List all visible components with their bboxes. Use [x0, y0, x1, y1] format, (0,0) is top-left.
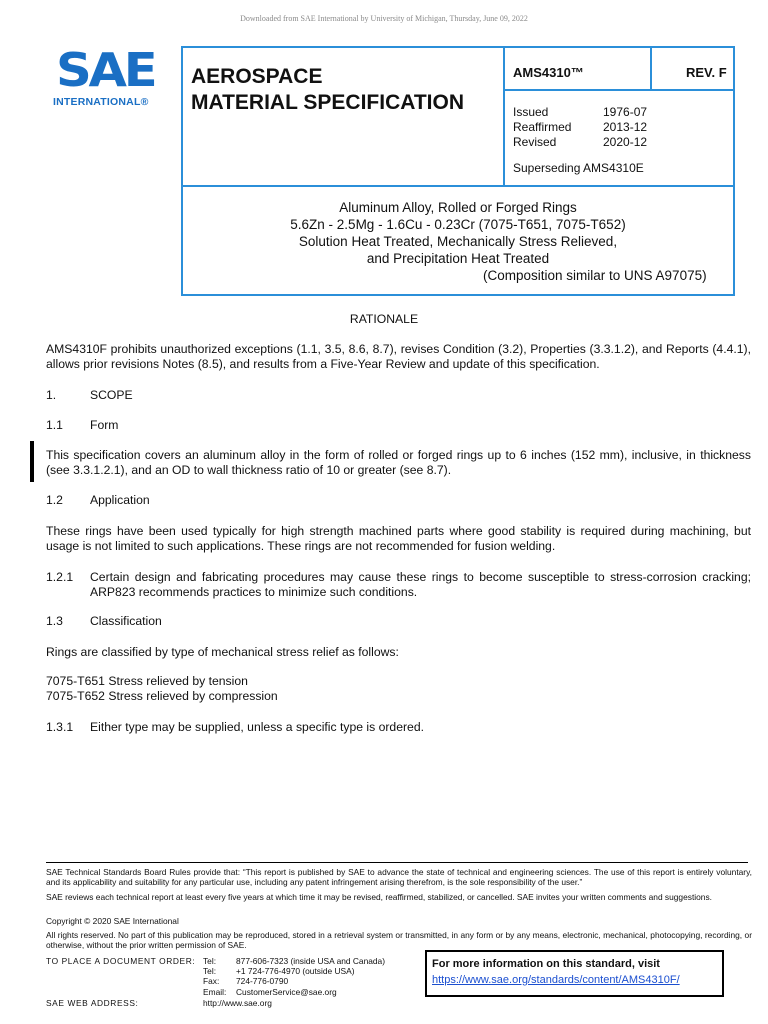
contact-value: 724-776-0790 — [236, 976, 289, 987]
section-number: 1.3.1 — [46, 720, 74, 734]
contact-key: Email: — [203, 986, 227, 997]
contact-key: Fax: — [203, 976, 220, 987]
date-row-reaffirmed — [513, 120, 733, 135]
footer-copyright: Copyright © 2020 SAE International — [46, 916, 179, 926]
date-label: Issued — [513, 105, 549, 119]
document-title — [183, 48, 505, 186]
title-line-2: MATERIAL SPECIFICATION — [191, 91, 464, 114]
section-1-2-heading — [46, 493, 150, 508]
footer-rules-text: SAE Technical Standards Board Rules provide that: “This report is published by SAE to advance the state of technical and engineering sciences. The use of this report is entirely voluntary, and its applicability and suitability for any particular use, including any patent infringement arising therefrom, is the sole responsibility of the user.” — [46, 867, 752, 887]
date-value: 1976-07 — [603, 105, 648, 119]
sae-logo — [50, 43, 158, 112]
section-title: SCOPE — [90, 388, 133, 402]
contact-row — [203, 976, 385, 986]
date-value: 2020-12 — [603, 135, 648, 149]
section-text: Either type may be supplied, unless a specific type is ordered. — [90, 720, 424, 734]
order-contacts — [203, 956, 385, 997]
contact-row — [203, 956, 385, 966]
section-title: Application — [90, 493, 150, 507]
subject-line: Aluminum Alloy, Rolled or Forged Rings — [339, 200, 577, 215]
section-text: Certain design and fabricating procedures may cause these rings to become susceptible to stress-corrosion cracking; ARP823 recommends practices to minimize such conditions. — [90, 570, 751, 599]
section-number: 1. — [46, 388, 57, 402]
contact-value: +1 724-776-4970 (outside USA) — [236, 966, 355, 977]
application-paragraph: These rings have been used typically for high strength machined parts where good stability is required during machining, but usage is not limited to such applications. These rings are not recommended for fusion welding. — [46, 524, 751, 553]
sae-logo-subtitle: INTERNATIONAL® — [53, 96, 149, 108]
download-note: Downloaded from SAE International by University of Michigan, Thursday, June 09, 2022 — [240, 14, 528, 23]
section-number: 1.2 — [46, 493, 63, 507]
date-block — [505, 91, 733, 186]
material-subject — [183, 188, 733, 294]
order-label: TO PLACE A DOCUMENT ORDER: — [46, 956, 196, 966]
classification-item: 7075-T651 Stress relieved by tension — [46, 674, 248, 688]
section-number: 1.2.1 — [46, 570, 74, 584]
section-1-heading — [46, 388, 133, 403]
date-row-issued — [513, 105, 733, 120]
more-info-title: For more information on this standard, visit — [432, 958, 660, 970]
contact-key: Tel: — [203, 956, 217, 966]
header-divider — [183, 185, 733, 187]
section-1-2-1 — [46, 570, 751, 600]
footer-rule — [46, 862, 748, 863]
section-number: 1.1 — [46, 418, 63, 432]
contact-key: Tel: — [203, 966, 217, 977]
standard-link[interactable]: https://www.sae.org/standards/content/AMS4310F/ — [432, 974, 680, 986]
date-label: Reaffirmed — [513, 120, 572, 134]
date-label: Revised — [513, 135, 557, 149]
subject-line: (Composition similar to UNS A97075) — [483, 268, 707, 283]
more-info-box — [425, 950, 724, 997]
section-1-3-heading — [46, 614, 162, 629]
footer-rights-text: All rights reserved. No part of this publication may be reproduced, stored in a retrieval system or transmitted, in any form or by any means, electronic, mechanical, photocopying, recording, or otherwise, without the prior written permission of SAE. — [46, 930, 752, 950]
change-bar — [30, 441, 34, 482]
form-paragraph: This specification covers an aluminum alloy in the form of rolled or forged rings up to 6 inches (152 mm), inclusive, in thickness (see 3.3.1.2.1), and an OD to wall thickness ratio of 10 or greater (see 8.7). — [46, 448, 751, 477]
contact-row — [203, 966, 385, 976]
spec-header-box — [181, 46, 735, 296]
superseding-note: Superseding AMS4310E — [513, 161, 644, 175]
section-title: Classification — [90, 614, 162, 628]
subject-line: Solution Heat Treated, Mechanically Stress Relieved, — [298, 234, 618, 249]
revision-label: REV. F — [652, 48, 733, 91]
section-title: Form — [90, 418, 119, 432]
rationale-paragraph: AMS4310F prohibits unauthorized exceptions (1.1, 3.5, 8.6, 8.7), revises Condition (3.2), Properties (3.3.1.2), and Reports (4.4.1), allows prior revisions Notes (8.5), and results from a Five-Year Review and update of this specification. — [46, 342, 751, 371]
contact-value: 877-606-7323 (inside USA and Canada) — [236, 956, 385, 966]
date-row-revised — [513, 135, 733, 150]
section-number: 1.3 — [46, 614, 63, 628]
subject-line: and Precipitation Heat Treated — [366, 251, 550, 266]
contact-value[interactable]: CustomerService@sae.org — [236, 986, 337, 997]
section-1-1-heading — [46, 418, 118, 433]
classification-paragraph: Rings are classified by type of mechanical stress relief as follows: — [46, 645, 399, 659]
title-line-1: AEROSPACE — [191, 65, 323, 88]
web-address-link[interactable]: http://www.sae.org — [203, 998, 272, 1008]
subject-line: 5.6Zn - 2.5Mg - 1.6Cu - 0.23Cr (7075-T651, 7075-T652) — [290, 217, 626, 232]
spec-number: AMS4310™ — [505, 48, 652, 91]
web-address-label: SAE WEB ADDRESS: — [46, 998, 139, 1008]
classification-item: 7075-T652 Stress relieved by compression — [46, 689, 278, 703]
footer-review-text: SAE reviews each technical report at least every five years at which time it may be revised, reaffirmed, stabilized, or cancelled. SAE invites your written comments and suggestions. — [46, 892, 712, 902]
contact-row — [203, 987, 385, 997]
date-value: 2013-12 — [603, 120, 648, 134]
rationale-heading: RATIONALE — [349, 312, 419, 326]
sae-logo-mark: SAE — [56, 43, 155, 97]
section-1-3-1 — [46, 720, 751, 735]
